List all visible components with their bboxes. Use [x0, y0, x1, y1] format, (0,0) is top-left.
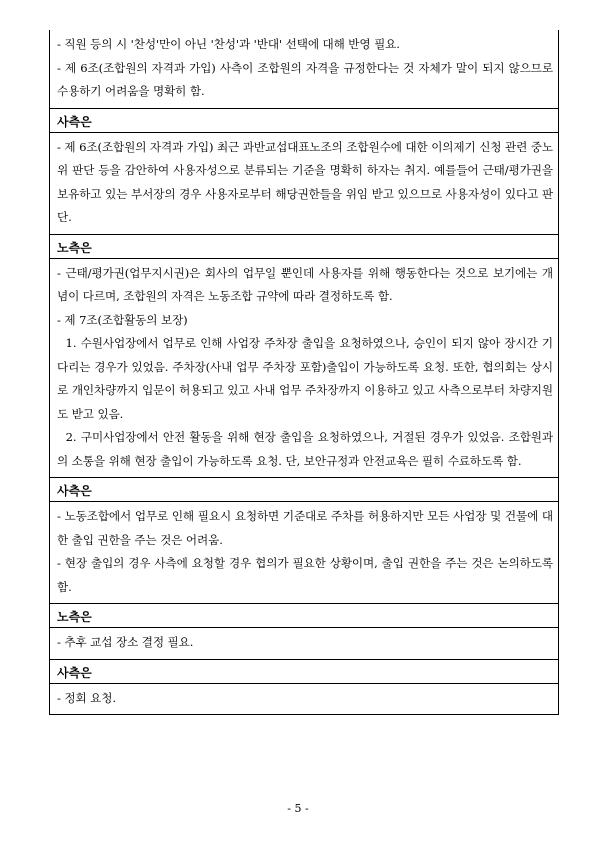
- statement-block: [50, 628, 558, 660]
- speaker-header: [50, 478, 558, 502]
- speaker-label: 노측은: [57, 610, 92, 624]
- speaker-label: 노측은: [57, 240, 92, 255]
- statement-paragraph: - 제 6조(조합원의 자격과 가입) 사측이 조합원의 자격을 규정한다는 것 자체가 말이 되지 않으므로 수용하기 어려움을 명확히 함.: [57, 60, 557, 98]
- speaker-header: [50, 109, 558, 133]
- statement-paragraph: - 노동조합에서 업무로 인해 필요시 요청하면 기준대로 주차를 허용하지만 모든 사업장 및 건물에 대한 출입 권한을 주는 것은 어려움.: [57, 509, 553, 547]
- statement-block: [50, 30, 558, 109]
- minutes-table: [49, 30, 559, 715]
- speaker-header: [50, 235, 558, 259]
- speaker-header: [50, 660, 558, 684]
- speaker-label: 사측은: [57, 484, 92, 498]
- speaker-header: [50, 604, 558, 628]
- statement-block: [50, 684, 558, 716]
- statement-block: [50, 502, 558, 604]
- statement-paragraph: - 제 6조(조합원의 자격과 가입) 최근 과반교섭대표노조의 조합원수에 대한 이의제기 신청 관련 중노위 판단 등을 감안하여 사용자성으로 분류되는 기준을 명확히 하자는 취지. 예를들어 근태/평가권을 보유하고 있는 부서장의 경우 사용자로부터 해당권한들을 위임 받고 있으므로 사용자성이 있다고 판단.: [57, 139, 557, 224]
- statement-block: [50, 133, 558, 235]
- speaker-label: 사측은: [57, 114, 92, 129]
- statement-paragraph: - 정회 요청.: [57, 690, 116, 705]
- statement-block: [50, 259, 558, 479]
- statement-paragraph: - 제 7조(조합활동의 보장): [57, 312, 188, 327]
- statement-paragraph: - 추후 교섭 장소 결정 필요.: [57, 635, 194, 649]
- statement-paragraph: - 직원 등의 시 '찬성'만이 아닌 '찬성'과 '반대' 선택에 대해 반영 필요.: [57, 37, 400, 51]
- statement-paragraph: - 현장 출입의 경우 사측에 요청할 경우 협의가 필요한 상황이며, 출입 권한을 주는 것은 논의하도록 함.: [57, 556, 557, 594]
- statement-paragraph: 1. 수원사업장에서 업무로 인해 사업장 주차장 출입을 요청하였으나, 승인이 되지 않아 장시간 기다리는 경우가 있었음. 주차장(사내 업무 주차장 포함)출입이 가능하도록 요청. 또한, 협의회는 상시로 개인차량까지 입문이 허용되고 있고 사내 업무 주차장까지 이용하고 있고 사측으로부터 차량지원도 받고 있음.: [57, 336, 554, 421]
- speaker-label: 사측은: [57, 665, 92, 680]
- statement-paragraph: 2. 구미사업장에서 안전 활동을 위해 현장 출입을 요청하였으나, 거절된 경우가 있었음. 조합원과의 소통을 위해 현장 출입이 가능하도록 요청. 단, 보안규정과 안전교육은 필히 수료하도록 함.: [57, 430, 554, 468]
- statement-paragraph: - 근태/평가권(업무지시권)은 회사의 업무일 뿐인데 사용자를 위해 행동한다는 것으로 보기에는 개념이 다르며, 조합원의 자격은 노동조합 규약에 따라 결정하도록 함.: [57, 265, 553, 303]
- page-number: - 5 -: [287, 802, 309, 815]
